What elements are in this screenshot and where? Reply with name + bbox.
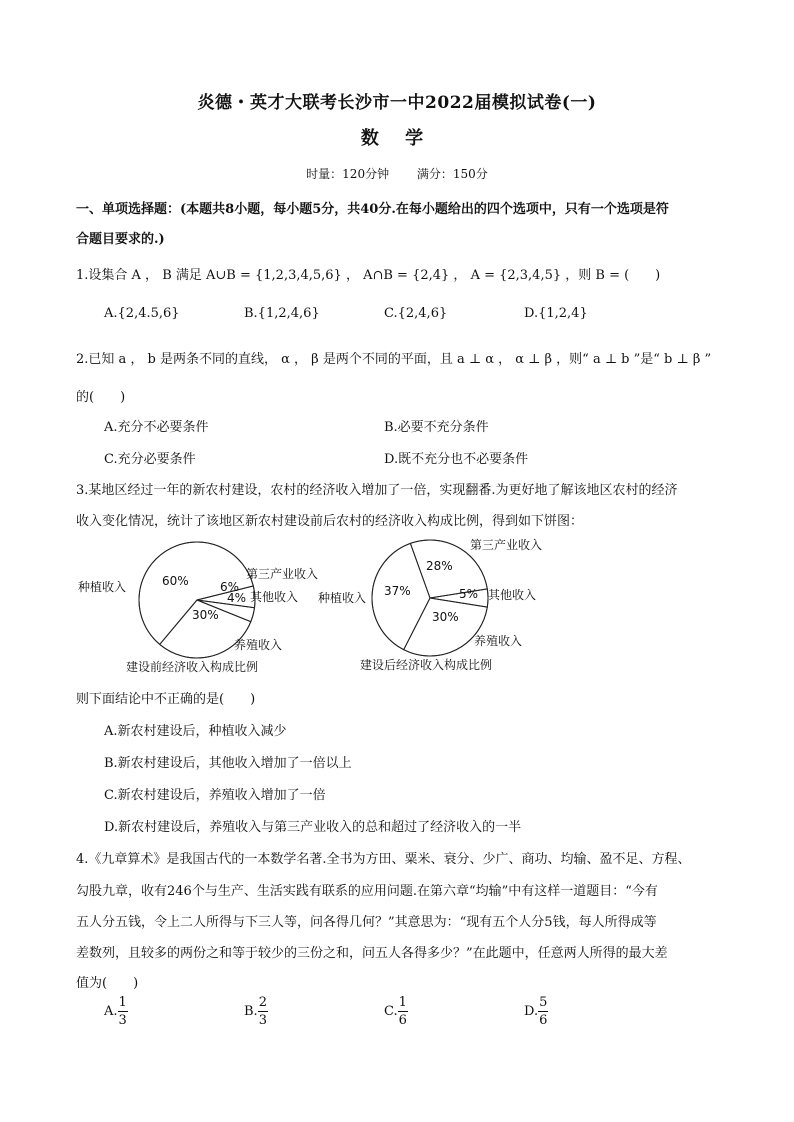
q4-line1: 4.《九章算术》是我国古代的一本数学名著.全书为方田、粟米、衰分、少广、商功、均输、盈不足、方程、 [76, 852, 691, 867]
q1-option-d: D.{1,2,4} [524, 306, 588, 321]
q4-option-a-fraction [118, 996, 128, 1027]
q4-option-c-prefix: C. [384, 1004, 398, 1019]
pie-after-pct-planting: 37% [384, 584, 411, 598]
pie-before-label-breeding: 养殖收入 [234, 638, 283, 652]
q4-option-b [244, 996, 268, 1027]
q4-option-c-num: 1 [398, 995, 407, 1010]
q4-option-a-num: 1 [118, 995, 127, 1010]
section-heading-line1: 一、单项选择题：(本题共8小题，每小题5分，共40分.在每小题给出的四个选项中，只有一个选项是符 [76, 202, 669, 217]
q2-option-c: C.充分必要条件 [104, 452, 196, 467]
pie-after-title: 建设后经济收入构成比例 [360, 658, 493, 672]
pie-before-pct-other: 4% [227, 591, 247, 605]
q3-stem-line1: 3.某地区经过一年的新农村建设，农村的经济收入增加了一倍，实现翻番.为更好地了解该地区农村的经济 [76, 483, 678, 498]
pie-before-pct-planting: 60% [162, 574, 189, 588]
q4-line4: 差数列，且较多的两份之和等于较少的三份之和，问五人各得多少？”在此题中，任意两人所得的最大差 [76, 946, 668, 961]
pie-before-label-planting: 种植收入 [78, 580, 127, 594]
q4-option-a [104, 996, 128, 1027]
q3-option-d: D.新农村建设后，养殖收入与第三产业收入的总和超过了经济收入的一半 [104, 820, 522, 835]
q4-option-b-prefix: B. [244, 1004, 258, 1019]
q4-option-c-fraction [398, 996, 408, 1027]
pie-after-label-tertiary: 第三产业收入 [470, 538, 543, 552]
q3-option-c: C.新农村建设后，养殖收入增加了一倍 [104, 788, 326, 803]
q4-option-a-prefix: A. [104, 1004, 118, 1019]
q3-option-b: B.新农村建设后，其他收入增加了一倍以上 [104, 756, 352, 771]
q2-option-d: D.既不充分也不必要条件 [384, 452, 529, 467]
pie-after-pct-tertiary: 28% [426, 559, 453, 573]
q3-option-a: A.新农村建设后，种植收入减少 [104, 724, 287, 739]
pie-after-pct-breeding: 30% [432, 610, 459, 624]
time-score-info [0, 165, 794, 182]
q4-option-d-den: 6 [539, 1013, 548, 1028]
q2-option-a: A.充分不必要条件 [104, 420, 209, 435]
pie-after-pct-other: 5% [459, 587, 479, 601]
q3-question: 则下面结论中不正确的是( ) [76, 692, 256, 707]
q4-option-d-prefix: D. [524, 1004, 539, 1019]
q4-line2: 勾股九章，收有246个与生产、生活实践有联系的应用问题.在第六章“均输”中有这样一道题目：“今有 [76, 884, 658, 899]
q1-stem: 1.设集合 A ， B 满足 A∪B = {1,2,3,4,5,6} ， A∩B = {2,4} ， A = {2,3,4,5} ，则 B = ( ) [76, 268, 661, 283]
q4-option-b-fraction [258, 996, 268, 1027]
q4-option-d-fraction [538, 996, 548, 1027]
subject-title: 数 学 [360, 128, 434, 149]
q4-option-a-den: 3 [118, 1013, 127, 1028]
score-label: 满分：150分 [416, 167, 488, 181]
pie-before-label-other: 其他收入 [250, 590, 299, 604]
pie-before-title: 建设前经济收入构成比例 [126, 660, 259, 674]
pie-before-pct-tertiary: 6% [220, 580, 240, 594]
time-label: 时量：120分钟 [306, 167, 390, 181]
q4-option-b-num: 2 [258, 995, 267, 1010]
q4-option-c-den: 6 [398, 1013, 407, 1028]
q2-stem-line2: 的( ) [76, 390, 126, 405]
q1-option-a: A.{2,4.5,6} [104, 306, 180, 321]
q4-option-d-num: 5 [539, 995, 548, 1010]
q2-stem-line1: 2.已知 a ， b 是两条不同的直线， α ， β 是两个不同的平面，且 a ⊥ α ， α ⊥ β ，则“ a ⊥ b ”是“ b ⊥ β ” [76, 352, 712, 367]
q4-option-b-den: 3 [258, 1013, 267, 1028]
q2-option-b: B.必要不充分条件 [384, 420, 489, 435]
pie-before-pct-breeding: 30% [192, 608, 219, 622]
q3-stem-line2: 收入变化情况，统计了该地区新农村建设前后农村的经济收入构成比例，得到如下饼图： [76, 514, 584, 529]
pie-before-label-tertiary: 第三产业收入 [246, 567, 319, 581]
exam-title: 炎德・英才大联考长沙市一中2022届模拟试卷(一) [197, 93, 597, 113]
q1-option-b: B.{1,2,4,6} [244, 306, 320, 321]
q4-option-c [384, 996, 408, 1027]
q4-option-d [524, 996, 548, 1027]
pie-after-label-other: 其他收入 [488, 588, 537, 602]
section-heading-line2: 合题目要求的.) [76, 232, 165, 247]
q4-line3: 五人分五钱，令上二人所得与下三人等，问各得几何？”其意思为：“现有五个人分5钱，每人所得成等 [76, 915, 657, 930]
q1-option-c: C.{2,4,6} [384, 306, 448, 321]
pie-after-label-planting: 种植收入 [318, 591, 367, 605]
pie-chart-after [314, 535, 574, 683]
q4-line5: 值为( ) [76, 976, 139, 991]
pie-after-label-breeding: 养殖收入 [474, 634, 523, 648]
